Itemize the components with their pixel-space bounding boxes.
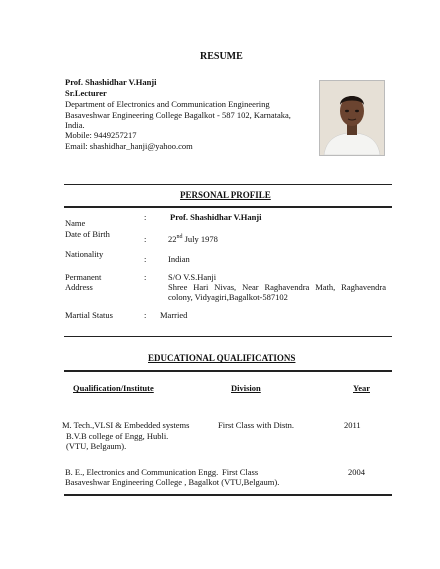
colon: : xyxy=(144,272,147,282)
marital-label: Martial Status xyxy=(65,310,113,320)
header-name: Prof. Shashidhar V.Hanji xyxy=(65,77,157,87)
divider-education xyxy=(64,370,392,372)
institute-line: Basaveshwar Engineering College , Bagalkot (VTU,Belgaum). xyxy=(65,477,280,487)
profile-photo xyxy=(319,80,385,156)
colon: : xyxy=(144,254,147,264)
col-year-header: Year xyxy=(353,383,370,393)
institute-line: B.V.B college of Engg, Hubli. xyxy=(66,431,169,441)
dob-day: 22 xyxy=(168,234,177,244)
address-line-1: S/O V.S.Hanji xyxy=(168,272,217,282)
nationality-value: Indian xyxy=(168,254,190,264)
divider-education-top xyxy=(64,336,392,337)
divider-bottom xyxy=(64,494,392,496)
permanent-label: Permanent xyxy=(65,272,102,282)
dob-label: Date of Birth xyxy=(65,229,110,239)
colon: : xyxy=(144,234,147,244)
dob-value xyxy=(168,234,218,244)
colon: : xyxy=(144,212,147,222)
university-line: (VTU, Belgaum). xyxy=(66,441,127,451)
header-designation: Sr.Lecturer xyxy=(65,88,107,98)
col-division-header: Division xyxy=(231,383,261,393)
name-label: Name xyxy=(65,218,86,228)
education-heading: EDUCATIONAL QUALIFICATIONS xyxy=(148,353,296,363)
address-line-3: colony, Vidyagiri,Bagalkot-587102 xyxy=(168,292,288,302)
header-department: Department of Electronics and Communication Engineering xyxy=(65,99,270,109)
year-cell: 2004 xyxy=(348,467,365,477)
division-cell: First Class xyxy=(222,467,259,477)
marital-value: Married xyxy=(160,310,188,320)
name-value: Prof. Shashidhar V.Hanji xyxy=(170,212,262,222)
nationality-label: Nationality xyxy=(65,249,104,259)
division-cell: First Class with Distn. xyxy=(218,420,295,430)
qualification-line: M. Tech.,VLSI & Embedded systems xyxy=(62,420,190,430)
address-line-2: Shree Hari Nivas, Near Raghavendra Math, Raghavendra xyxy=(168,282,386,292)
col-institute-header: Qualification/Institute xyxy=(73,383,154,393)
dob-ordinal: nd xyxy=(176,234,183,241)
year-cell: 2011 xyxy=(344,420,361,430)
header-email: Email: shashidhar_hanji@yahoo.com xyxy=(65,141,193,151)
header-country: India. xyxy=(65,120,85,130)
header-college: Basaveshwar Engineering College Bagalkot - 587 102, Karnataka, xyxy=(65,110,291,120)
divider-top xyxy=(64,184,392,185)
resume-title: RESUME xyxy=(200,51,243,62)
address-label: Address xyxy=(65,282,93,292)
header-mobile: Mobile: 9449257217 xyxy=(65,130,137,140)
qualification-line: B. E., Electronics and Communication Engg. xyxy=(65,467,219,477)
dob-rest: July 1978 xyxy=(182,234,218,244)
personal-profile-heading: PERSONAL PROFILE xyxy=(180,190,271,200)
colon: : xyxy=(144,310,147,320)
divider-personal xyxy=(64,206,392,208)
